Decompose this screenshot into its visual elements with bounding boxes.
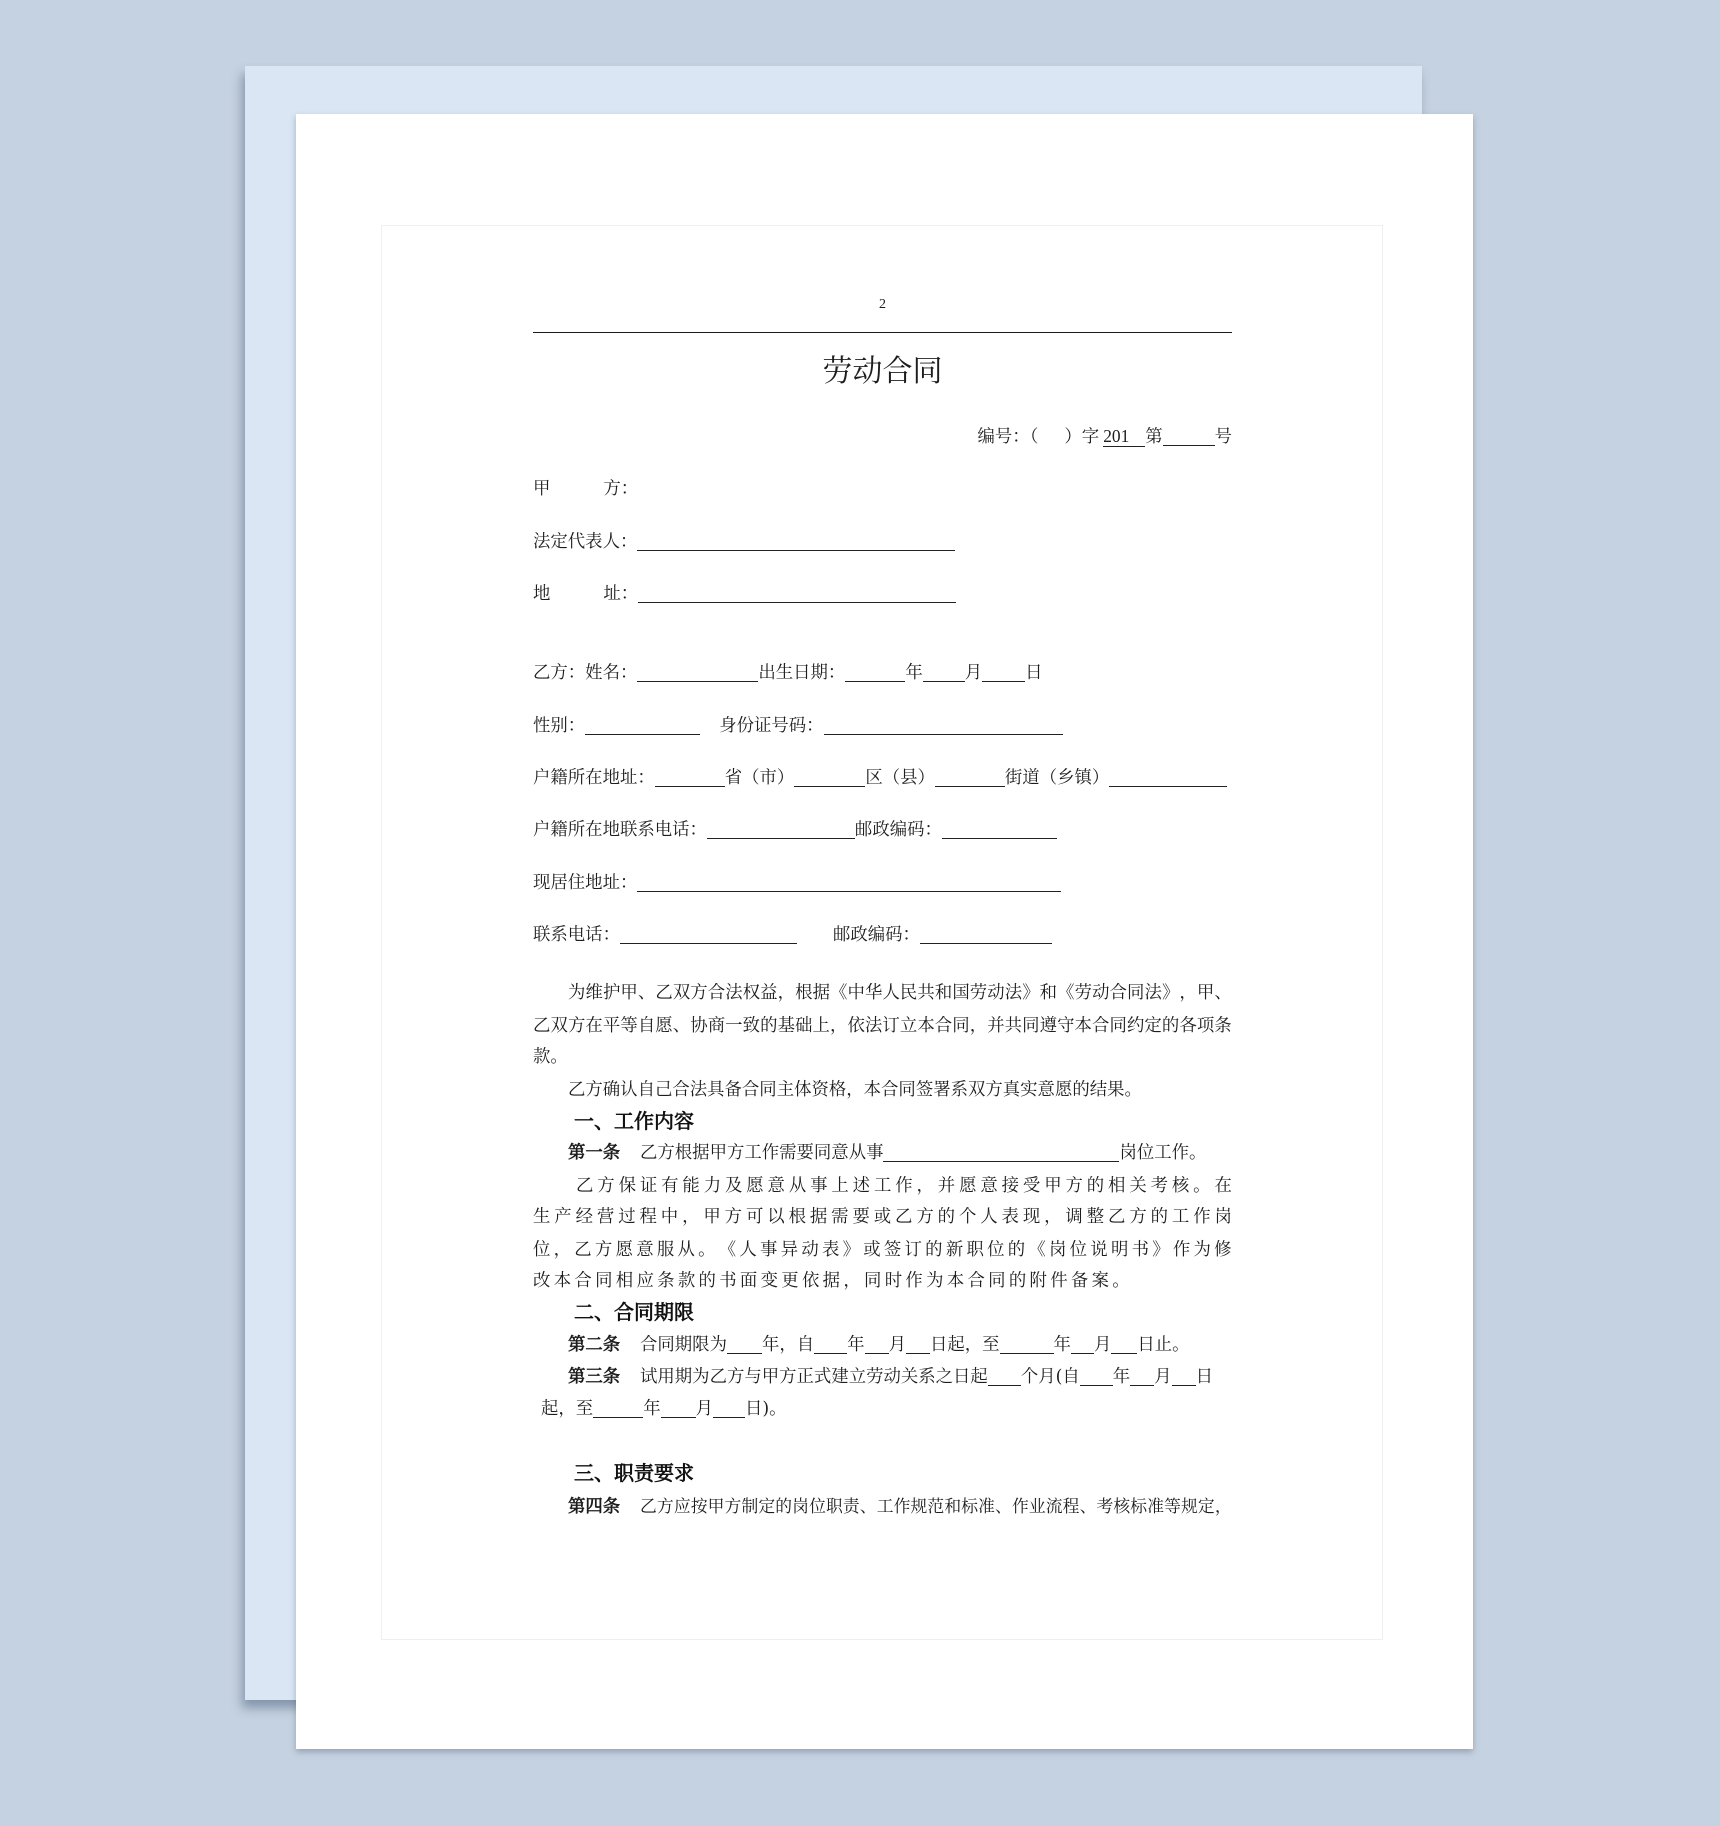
term-text: 合同期限为 — [640, 1335, 727, 1355]
party-a-label-2: 方： — [603, 479, 639, 499]
hukou-phone-blank — [707, 822, 855, 839]
position-blank — [883, 1145, 1119, 1162]
start-month-blank — [865, 1337, 889, 1354]
province-label: 省（市） — [724, 768, 795, 788]
district-label: 区（县） — [865, 768, 935, 788]
party-b-name-line — [533, 661, 1043, 685]
serial-zi: ）字 — [1064, 427, 1100, 447]
district-blank — [794, 770, 865, 787]
article-text: 乙方根据甲方工作需要同意从事 — [640, 1143, 884, 1163]
postcode-label-2: 邮政编码： — [832, 925, 920, 945]
term-text: 年，自 — [761, 1335, 815, 1355]
probation-text: 个月(自 — [1020, 1367, 1080, 1387]
probation-end-day-blank — [713, 1401, 745, 1418]
probation-text: 日)。 — [745, 1399, 787, 1419]
serial-number-blank — [1163, 429, 1215, 446]
street-label: 街道（乡镇） — [1004, 768, 1110, 788]
month-label: 月 — [964, 663, 983, 683]
document-title: 劳动合同 — [822, 354, 943, 389]
probation-start-day-blank — [1172, 1369, 1196, 1386]
section-heading: 三、职责要求 — [574, 1461, 694, 1485]
hukou-address-line — [533, 766, 1227, 790]
probation-text: 月 — [695, 1399, 713, 1419]
end-month-blank — [1071, 1337, 1094, 1354]
field-gap — [797, 939, 833, 940]
preamble-line: 款。 — [533, 1047, 568, 1067]
legal-rep-label: 法定代表人： — [533, 532, 638, 552]
probation-text: 日 — [1195, 1367, 1214, 1387]
header-rule — [533, 332, 1232, 333]
probation-months-blank — [988, 1369, 1021, 1386]
paragraph-line: 乙 方 保 证 有 能 力 及 愿 意 从 事 上 述 工 作 ， 并 愿 意 接 受 甲 方 的 相 关 考 核 。 在 — [576, 1176, 1232, 1196]
term-text: 月 — [1093, 1335, 1112, 1355]
probation-end-month-blank — [661, 1401, 696, 1418]
page-number: 2 — [879, 297, 886, 312]
start-day-blank — [906, 1337, 930, 1354]
end-day-blank — [1111, 1337, 1137, 1354]
gender-blank — [585, 718, 700, 735]
probation-text: 起，至 — [541, 1399, 594, 1419]
paragraph-line: 生 产 经 营 过 程 中 ， 甲 方 可 以 根 据 需 要 或 乙 方 的 个 人 表 现 ， 调 整 乙 方 的 工 作 岗 — [533, 1207, 1232, 1227]
probation-start-year-blank — [1080, 1369, 1113, 1386]
paragraph-line: 位 ， 乙 方 愿 意 服 从 。 《 人 事 异 动 表 》 或 签 订 的 新 职 位 的 《 岗 位 说 明 书 》 作 为 修 — [533, 1240, 1232, 1260]
residence-label: 现居住地址： — [533, 873, 638, 893]
term-text: 日起，至 — [929, 1335, 1000, 1355]
name-label: 乙方：姓名： — [533, 663, 638, 683]
gender-label: 性别： — [533, 716, 586, 736]
probation-start-month-blank — [1130, 1369, 1154, 1386]
postcode-blank — [942, 822, 1057, 839]
name-blank — [637, 665, 758, 682]
hukou-address-label: 户籍所在地址： — [533, 768, 655, 788]
start-year-blank — [814, 1337, 847, 1354]
article-label: 第一条 — [568, 1143, 621, 1163]
year-label: 年 — [905, 663, 923, 683]
address-blank — [638, 586, 956, 603]
article-text-tail: 岗位工作。 — [1119, 1143, 1207, 1163]
serial-hao: 号 — [1214, 427, 1232, 447]
hukou-phone-label: 户籍所在地联系电话： — [533, 820, 707, 840]
legal-rep-blank — [637, 534, 955, 551]
id-number-blank — [824, 718, 1063, 735]
article-1 — [568, 1141, 1206, 1165]
street-blank — [935, 770, 1005, 787]
phone-label: 联系电话： — [533, 925, 620, 945]
phone-blank — [620, 927, 797, 944]
birth-month-blank — [923, 665, 965, 682]
party-a-label-1: 甲 — [533, 479, 551, 499]
serial-prefix: 编号：（ — [977, 427, 1039, 447]
term-text: 日止。 — [1137, 1335, 1190, 1355]
serial-year: 201 — [1103, 426, 1145, 447]
residence-line — [533, 871, 1061, 895]
label-gap — [550, 493, 603, 494]
article-2 — [568, 1333, 1190, 1357]
label-gap — [550, 598, 603, 599]
preamble-line: 乙 双 方 在 平 等 自 愿 、 协 商 一 致 的 基 础 上 ， 依 法 订 立 本 合 同 ， 并 共 同 遵 守 本 合 同 约 定 的 各 项 条 — [533, 1016, 1232, 1036]
preamble-line: 为 维 护 甲 、 乙 双 方 合 法 权 益 ， 根 据 《 中 华 人 民 共 和 国 劳 动 法 》 和 《 劳 动 合 同 法 》 ， 甲 、 — [568, 983, 1232, 1003]
probation-text: 试用期为乙方与甲方正式建立劳动关系之日起 — [640, 1367, 988, 1387]
serial-gap — [1038, 441, 1064, 442]
probation-end-year-blank — [593, 1401, 643, 1418]
article-label: 第三条 — [568, 1367, 621, 1387]
term-years-blank — [727, 1337, 762, 1354]
section-heading: 二、合同期限 — [574, 1300, 694, 1324]
probation-text: 年 — [1112, 1367, 1131, 1387]
term-text: 年 — [847, 1335, 865, 1355]
term-text: 月 — [888, 1335, 906, 1355]
article-3-continued — [541, 1397, 787, 1421]
residence-blank — [637, 875, 1061, 892]
probation-text: 年 — [643, 1399, 661, 1419]
day-label: 日 — [1025, 663, 1043, 683]
postcode-label: 邮政编码： — [854, 820, 942, 840]
gender-id-line — [533, 714, 1063, 738]
party-a-line — [533, 477, 638, 501]
probation-text: 月 — [1154, 1367, 1172, 1387]
article-3 — [568, 1365, 1213, 1389]
term-text: 年 — [1053, 1335, 1071, 1355]
section-heading: 一、工作内容 — [574, 1109, 694, 1133]
serial-number-line — [533, 425, 1232, 449]
province-blank — [655, 770, 725, 787]
postcode-blank-2 — [920, 927, 1052, 944]
party-a-address-line — [533, 582, 956, 606]
hukou-phone-line — [533, 818, 1057, 842]
phone-line — [533, 923, 1052, 947]
paragraph-line: 改 本 合 同 相 应 条 款 的 书 面 变 更 依 据 ， 同 时 作 为 本 合 同 的 附 件 备 案 。 — [533, 1271, 1130, 1291]
birth-label: 出生日期： — [758, 663, 846, 683]
address-label-1: 地 — [533, 584, 551, 604]
birth-year-blank — [845, 665, 905, 682]
id-number-label: 身份证号码： — [719, 716, 824, 736]
article-label: 第四条 — [568, 1497, 621, 1517]
end-year-blank — [1000, 1337, 1054, 1354]
field-gap — [700, 730, 719, 731]
street-detail-blank — [1109, 770, 1227, 787]
confirmation-text: 乙方确认自己合法具备合同主体资格，本合同签署系双方真实意愿的结果。 — [568, 1080, 1142, 1100]
article-text: 乙 方 应 按 甲 方 制 定 的 岗 位 职 责 、 工 作 规 范 和 标 准 、 作 业 流 程 、 考 核 标 准 等 规 定 ， — [640, 1496, 1232, 1516]
legal-rep-line — [533, 530, 955, 554]
serial-di: 第 — [1145, 427, 1163, 447]
article-4 — [568, 1494, 1232, 1518]
address-label-2: 址： — [603, 584, 639, 604]
birth-day-blank — [982, 665, 1025, 682]
article-label: 第二条 — [568, 1335, 621, 1355]
